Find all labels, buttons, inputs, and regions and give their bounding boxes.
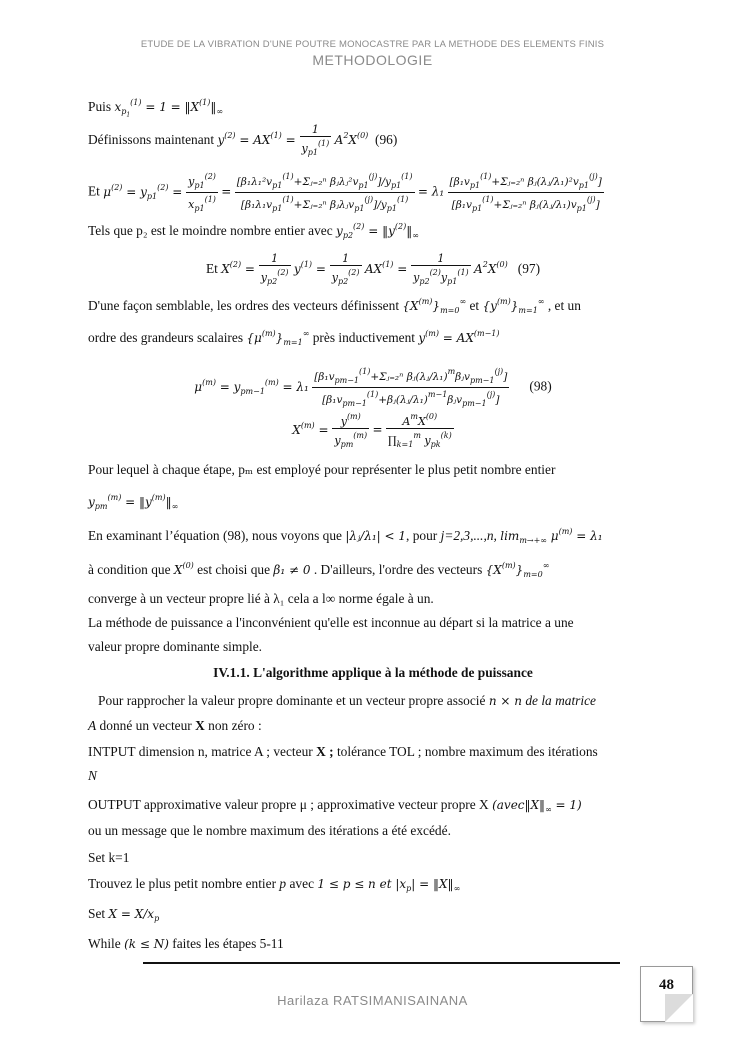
line-puis: Puis $x_{p_1}^{(1)} = 1$ = $‖X^{(1)}‖_\infty$	[88, 98, 224, 119]
section-heading: IV.1.1. L'algorithme applique à la méthode de puissance	[213, 665, 533, 680]
footer-rule	[143, 962, 620, 964]
line-sequences: D'une façon semblable, les ordres des vecteurs définissent $\{X^{(m)}\}_{m=0}^\infty$ et $\{y^{(m)}\}_{m=1}^\infty$ , et un	[88, 297, 581, 315]
line-output-msg: ou un message que le nombre maximum des itérations a été excédé.	[88, 823, 451, 838]
line-set-k: Set k=1	[88, 850, 130, 865]
line-inconvenient: La méthode de puissance a l'inconvénient qu'elle est inconnue au départ si la matrice a une	[88, 615, 574, 630]
line-97: Et $X^{(2)}$ = $\frac{1}{y_{p2}^{(2)}}$ $y^{(1)}$ = $\frac{1}{y_{p2}^{(2)}}$ $AX^{(1)}$ = $\frac{1}{y_{p2}^{(2)}y_{p1}^{(1)}}$ $A^2X^{(0)}$ (97)	[205, 252, 541, 286]
line-xm: $X^{(m)}$ = $\frac{y^{(m)}}{y_{pm}^{(m)}}$ = $\frac{A^mX^{(0)}}{\prod_{k=1}^m y_{pk}^{(k)}}$	[292, 412, 452, 449]
section-header: METHODOLOGIE	[312, 52, 433, 68]
line-input-n: N	[88, 768, 97, 783]
line-converge: converge à un vecteur propre lié à λ₁ cela a l∞ norme égale à un.	[88, 591, 434, 606]
line-given: A donné un vecteur X non zéro :	[88, 718, 262, 733]
running-header: ETUDE DE LA VIBRATION D'UNE POUTRE MONOCASTRE PAR LA METHODE DES ELEMENTS FINIS	[140, 39, 605, 50]
line-find-p: Trouvez le plus petit nombre entier p avec 1 ≤ p ≤ n et $|x_p|$ = $‖X‖_\infty$	[88, 876, 461, 893]
line-pm: Pour lequel à chaque étape, pₘ est employé pour représenter le plus petit nombre entier	[88, 462, 556, 477]
line-input: INTPUT dimension n, matrice A ; vecteur X ; tolérance TOL ; nombre maximum des itérations	[88, 744, 598, 759]
line-while: While (k ≤ N) faites les étapes 5-11	[88, 936, 284, 951]
line-96: Définissons maintenant $y^{(2)} = AX^{(1)}$ = $\frac{1}{y_{p1}^{(1)}}$ $A^2X^{(0)}$ (96)	[88, 123, 398, 157]
page-number: 48	[659, 977, 674, 993]
page-number-box	[640, 966, 693, 1022]
line-scalars: ordre des grandeurs scalaires $\{\mu^{(m)}\}_{m=1}^\infty$ près inductivement $y^{(m)} = AX^{(m-1)}$	[88, 329, 500, 347]
line-limit: En examinant l’équation (98), nous voyons que |λⱼ/λ₁| < 1, pour j=2,3,...,n, $\lim_{m\to+\infty} \mu^{(m)} = \lambda_1$	[88, 527, 603, 545]
footer-author: Harilaza RATSIMANISAINANA	[277, 993, 468, 1008]
line-approach: Pour rapprocher la valeur propre dominante et un vecteur propre associé n × n de la matrice	[98, 693, 596, 708]
line-condition: à condition que $X^{(0)}$ est choisi que β₁ ≠ 0 . D'ailleurs, l'ordre des vecteurs $\{X^{(m)}\}_{m=0}^\infty$	[88, 561, 550, 579]
line-p2: Tels que p₂ est le moindre nombre entier avec $y_{p2}^{(2)}$ = $‖y^{(2)}‖_\infty$	[88, 222, 419, 240]
page-curl-icon	[665, 994, 693, 1022]
line-set-x: Set $X = X/x_p$	[88, 906, 160, 923]
line-ypm: $y_{pm}^{(m)}$ = $‖y^{(m)}‖_\infty$	[88, 493, 179, 511]
line-98: $\mu^{(m)} = y_{pm-1}^{(m)} = \lambda_1$ $\frac{[\beta_1v_{pm-1}^{(1)}+\Sigma ⱼ_{=2}^n \beta ⱼ(\lambda ⱼ/\lambda_1)^m\beta ⱼv_{pm-1}^{(j)}]}{[\beta_1v_{pm-1}^{(1)}+\beta ⱼ(\lambda ⱼ/\lambda_1)^{m-1}\beta ⱼv_{pm-1}^{(j)}]}$ (98)	[194, 367, 552, 408]
line-output: OUTPUT approximative valeur propre μ ; approximative vecteur propre X $(avec‖X‖_\infty = 1)$	[88, 797, 582, 814]
line-simple: valeur propre dominante simple.	[88, 639, 263, 654]
line-mu2: Et $\mu^{(2)} = y_{p1}^{(2)}$ = $\frac{y_{p1}^{(2)}}{x_{p1}^{(1)}}$ = $\frac{[\beta_1\lambda_1^2v_{p1}^{(1)}+\Sigma ⱼ_{=2}^n \beta ⱼ\lambda ⱼ^2v_{p1}^{(j)}]/y_{p1}^{(1)}}{[\beta_1\lambda_1v_{p1}^{(1)}+\Sigma ⱼ_{=2}^n \beta ⱼ\lambda ⱼv_{p1}^{(j)}]/y_{p1}^{(1)}}$ = λ₁ $\frac{[\beta_1v_{p1}^{(1)}+\Sigma ⱼ_{=2}^n \beta ⱼ(\lambda ⱼ/\lambda_1)^2v_{p1}^{(j)}]}{[\beta_1v_{p1}^{(1)}+\Sigma ⱼ_{=2}^n \beta ⱼ(\lambda ⱼ/\lambda_1)v_{p1}^{(j)}]}$	[88, 172, 602, 213]
